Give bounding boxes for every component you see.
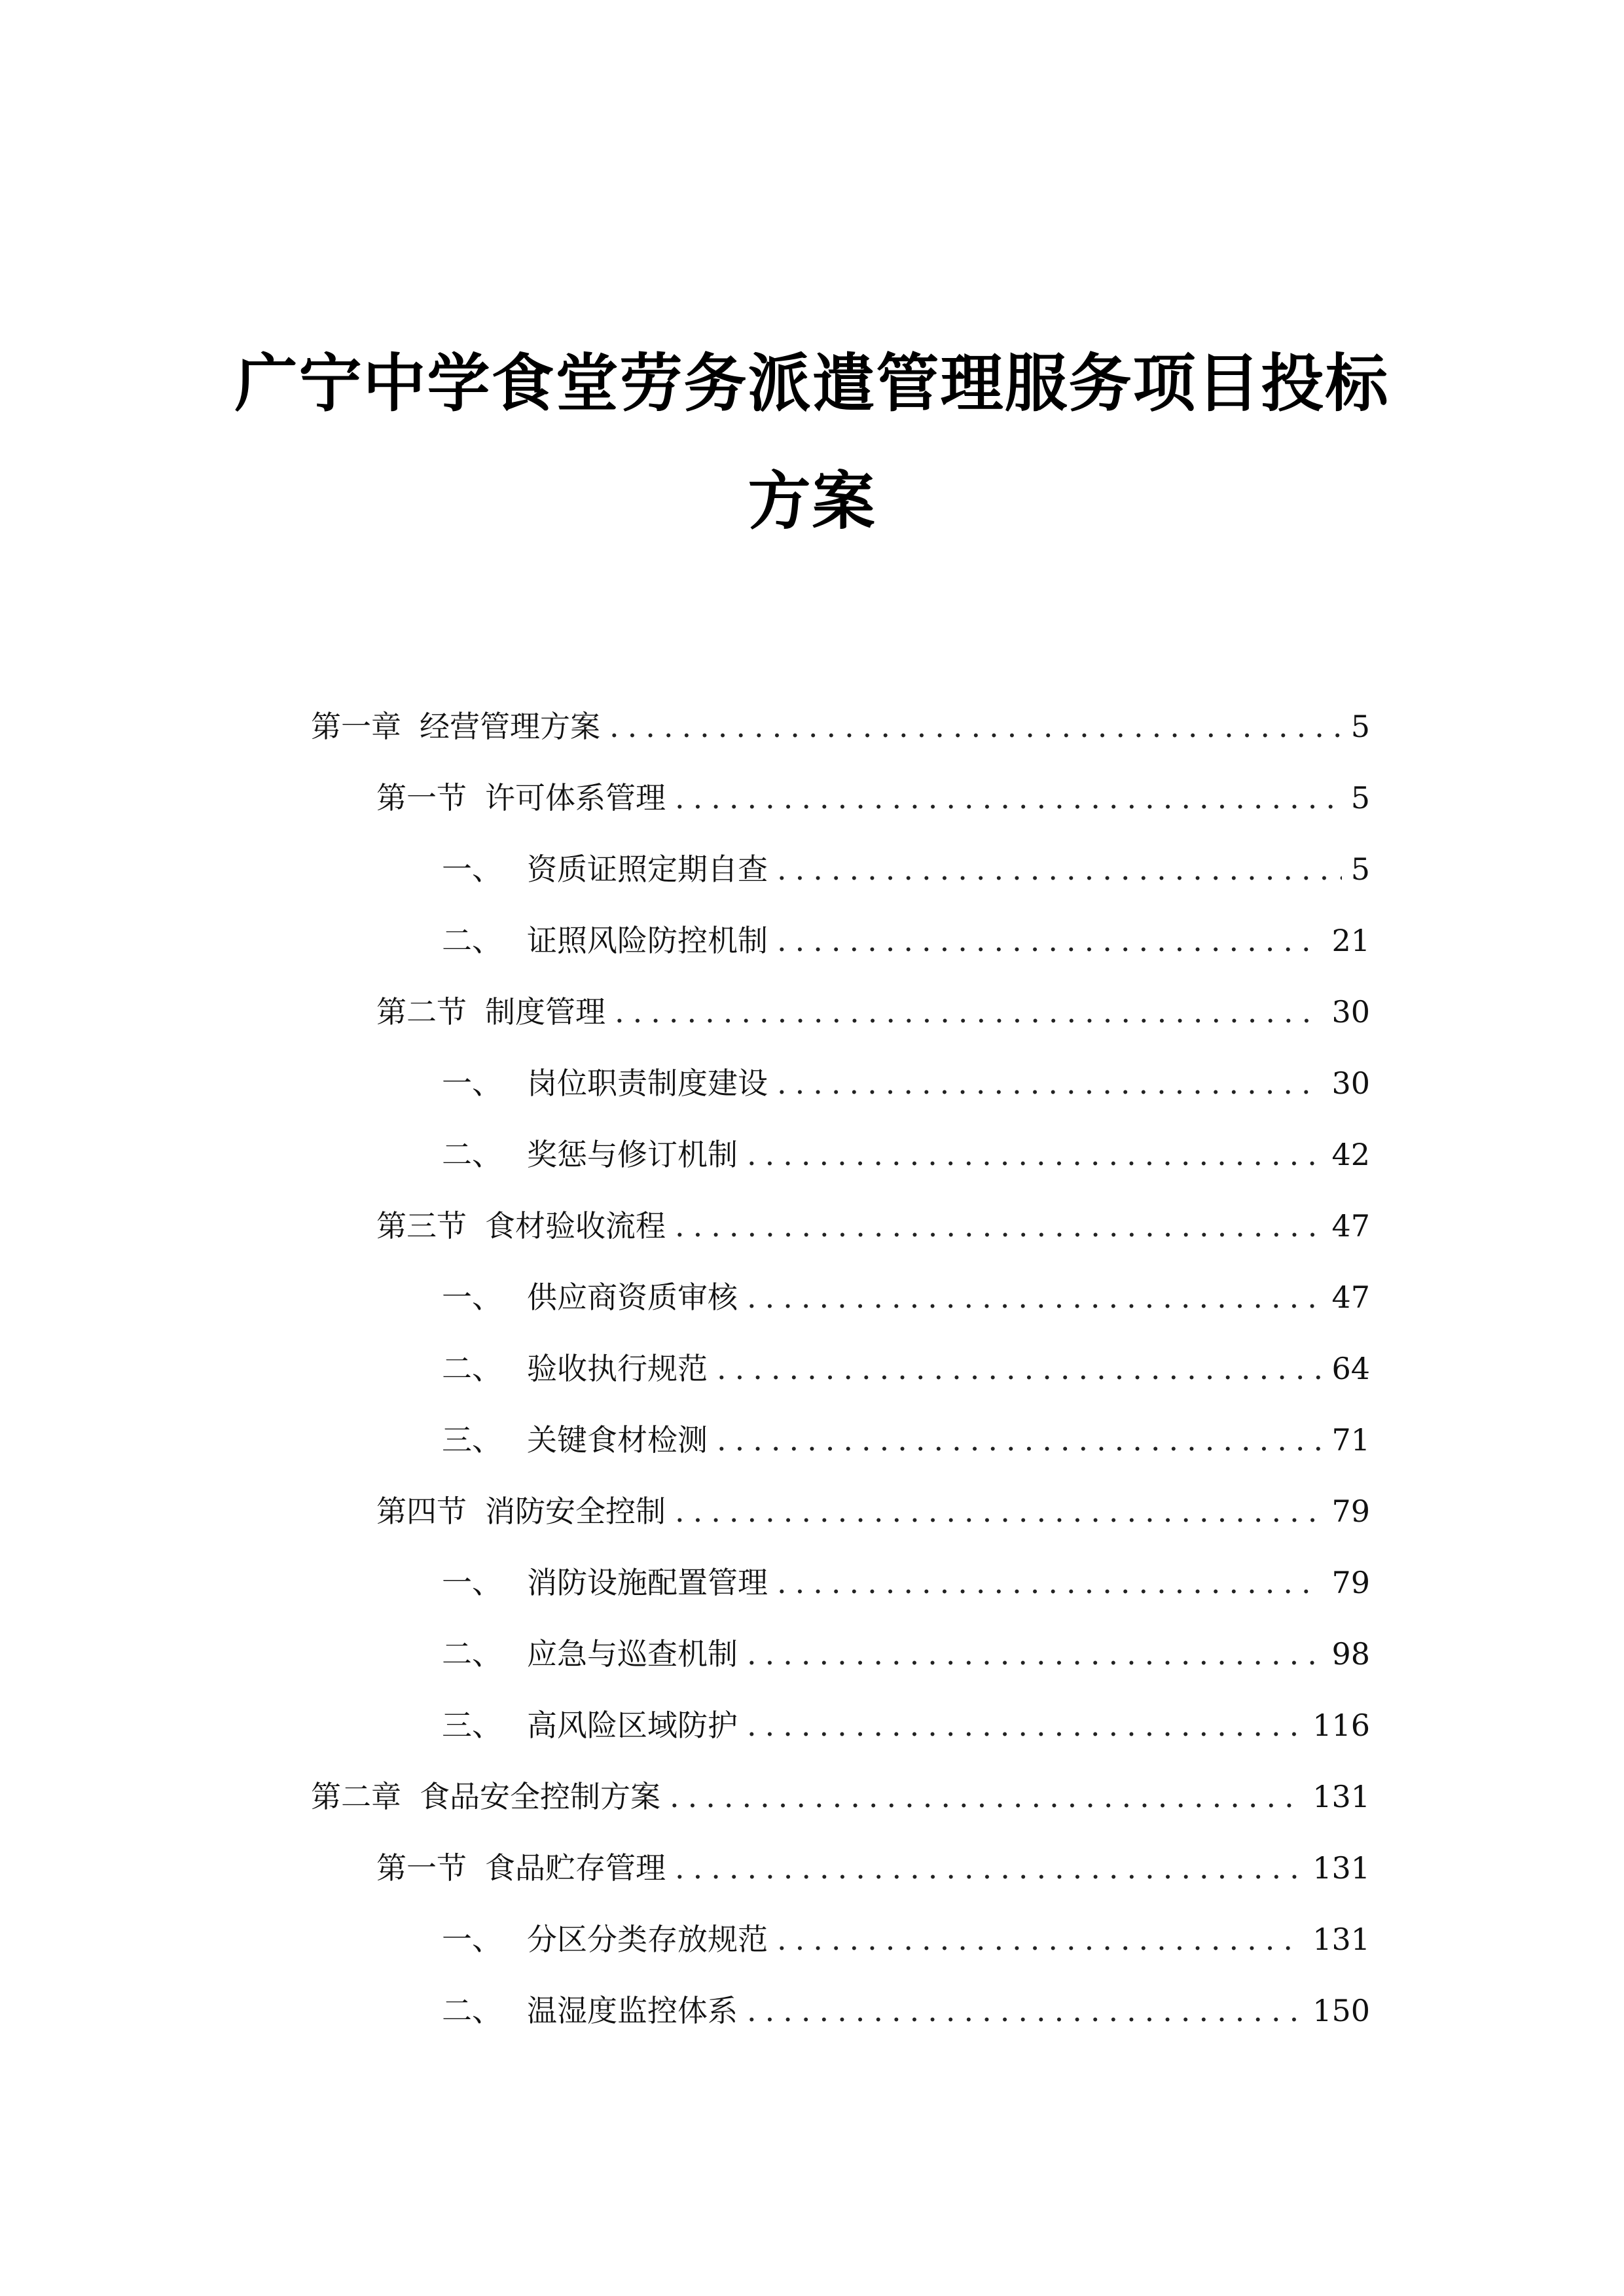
toc-entry-number: 第二节 [376, 994, 467, 1030]
toc-entry[interactable] [442, 1563, 1370, 1602]
toc-entry-page: 42 [1331, 1137, 1370, 1172]
document-title-line-2: 方案 [748, 465, 876, 538]
toc-entry-number: 二、 [442, 1351, 502, 1386]
toc-entry-title: 应急与巡查机制 [527, 1636, 738, 1672]
toc-entry-number: 二、 [442, 923, 502, 958]
toc-dot-leader [777, 1920, 1303, 1959]
toc-entry-page: 30 [1331, 994, 1370, 1030]
toc-entry-title: 消防设施配置管理 [527, 1565, 768, 1600]
toc-entry-page: 131 [1312, 1850, 1370, 1886]
toc-dot-leader [717, 1349, 1322, 1388]
toc-entry-number: 二、 [442, 1993, 502, 2028]
toc-dot-leader [675, 1206, 1322, 1246]
document-title-line-1: 广宁中学食堂劳务派遣管理服务项目投标 [234, 347, 1390, 420]
toc-entry-number: 第三节 [376, 1208, 467, 1244]
toc-entry[interactable] [442, 1920, 1370, 1959]
toc-dot-leader [615, 992, 1322, 1031]
toc-entry-number: 第二章 [311, 1779, 401, 1814]
toc-entry[interactable] [442, 1349, 1370, 1388]
toc-entry-page: 47 [1331, 1280, 1370, 1315]
toc-dot-leader [747, 1991, 1303, 2030]
toc-entry-number: 第四节 [376, 1494, 467, 1529]
toc-entry-number: 一、 [442, 1922, 502, 1957]
toc-entry-page: 131 [1312, 1922, 1370, 1957]
toc-entry[interactable] [376, 1206, 1370, 1246]
toc-entry-title: 许可体系管理 [485, 780, 666, 816]
toc-entry[interactable] [376, 1848, 1370, 1888]
toc-dot-leader [609, 707, 1342, 746]
toc-entry-page: 21 [1331, 923, 1370, 958]
toc-entry-page: 116 [1312, 1708, 1370, 1743]
toc-entry-page: 79 [1331, 1565, 1370, 1600]
toc-entry-page: 5 [1350, 780, 1370, 816]
toc-entry-title: 关键食材检测 [527, 1422, 708, 1458]
toc-dot-leader [670, 1777, 1303, 1816]
toc-entry-page: 47 [1331, 1208, 1370, 1244]
toc-entry-number: 第一节 [376, 780, 467, 816]
toc-entry[interactable] [442, 1135, 1370, 1174]
toc-entry[interactable] [311, 707, 1370, 746]
toc-entry-page: 150 [1312, 1993, 1370, 2028]
toc-entry-number: 三、 [442, 1422, 502, 1458]
toc-dot-leader [747, 1278, 1322, 1317]
toc-entry-title: 食品贮存管理 [485, 1850, 666, 1886]
toc-entry-title: 温湿度监控体系 [527, 1993, 738, 2028]
toc-entry-number: 一、 [442, 852, 502, 887]
toc-dot-leader [675, 1492, 1322, 1531]
toc-entry-page: 79 [1331, 1494, 1370, 1529]
toc-entry-page: 5 [1350, 852, 1370, 887]
toc-entry-title: 食材验收流程 [485, 1208, 666, 1244]
toc-entry-page: 64 [1331, 1351, 1370, 1386]
toc-dot-leader [675, 778, 1342, 817]
toc-entry-title: 资质证照定期自查 [527, 852, 768, 887]
toc-entry-number: 第一节 [376, 1850, 467, 1886]
toc-dot-leader [777, 850, 1342, 889]
toc-entry-number: 三、 [442, 1708, 502, 1743]
toc-entry-title: 岗位职责制度建设 [527, 1066, 768, 1101]
toc-entry[interactable] [442, 1064, 1370, 1103]
toc-entry-number: 二、 [442, 1636, 502, 1672]
toc-entry-number: 第一章 [311, 709, 401, 744]
toc-entry-title: 供应商资质审核 [527, 1280, 738, 1315]
toc-entry-page: 30 [1331, 1066, 1370, 1101]
toc-entry-title: 食品安全控制方案 [420, 1779, 660, 1814]
toc-dot-leader [777, 1563, 1322, 1602]
toc-entry[interactable] [442, 1420, 1370, 1460]
toc-entry-number: 一、 [442, 1280, 502, 1315]
toc-entry-title: 制度管理 [485, 994, 605, 1030]
toc-entry[interactable] [442, 1278, 1370, 1317]
toc-dot-leader [777, 1064, 1322, 1103]
toc-entry[interactable] [376, 1492, 1370, 1531]
toc-entry-page: 131 [1312, 1779, 1370, 1814]
toc-entry[interactable] [376, 992, 1370, 1031]
toc-entry-title: 验收执行规范 [527, 1351, 708, 1386]
toc-dot-leader [777, 921, 1322, 960]
toc-entry-number: 一、 [442, 1565, 502, 1600]
toc-entry-title: 经营管理方案 [420, 709, 600, 744]
toc-entry-number: 一、 [442, 1066, 502, 1101]
toc-entry[interactable] [442, 1991, 1370, 2030]
toc-entry[interactable] [442, 1706, 1370, 1745]
toc-entry-page: 71 [1331, 1422, 1370, 1458]
toc-entry[interactable] [442, 921, 1370, 960]
toc-entry-title: 分区分类存放规范 [527, 1922, 768, 1957]
toc-entry[interactable] [442, 850, 1370, 889]
toc-entry[interactable] [311, 1777, 1370, 1816]
toc-entry-title: 高风险区域防护 [527, 1708, 738, 1743]
toc-entry[interactable] [376, 778, 1370, 817]
toc-dot-leader [717, 1420, 1322, 1460]
toc-dot-leader [747, 1135, 1322, 1174]
toc-entry-page: 5 [1350, 709, 1370, 744]
toc-entry-title: 消防安全控制 [485, 1494, 666, 1529]
toc-dot-leader [675, 1848, 1303, 1888]
toc-dot-leader [747, 1634, 1322, 1674]
toc-entry[interactable] [442, 1634, 1370, 1674]
toc-dot-leader [747, 1706, 1303, 1745]
toc-entry-title: 奖惩与修订机制 [527, 1137, 738, 1172]
toc-entry-title: 证照风险防控机制 [527, 923, 768, 958]
toc-entry-page: 98 [1331, 1636, 1370, 1672]
toc-entry-number: 二、 [442, 1137, 502, 1172]
